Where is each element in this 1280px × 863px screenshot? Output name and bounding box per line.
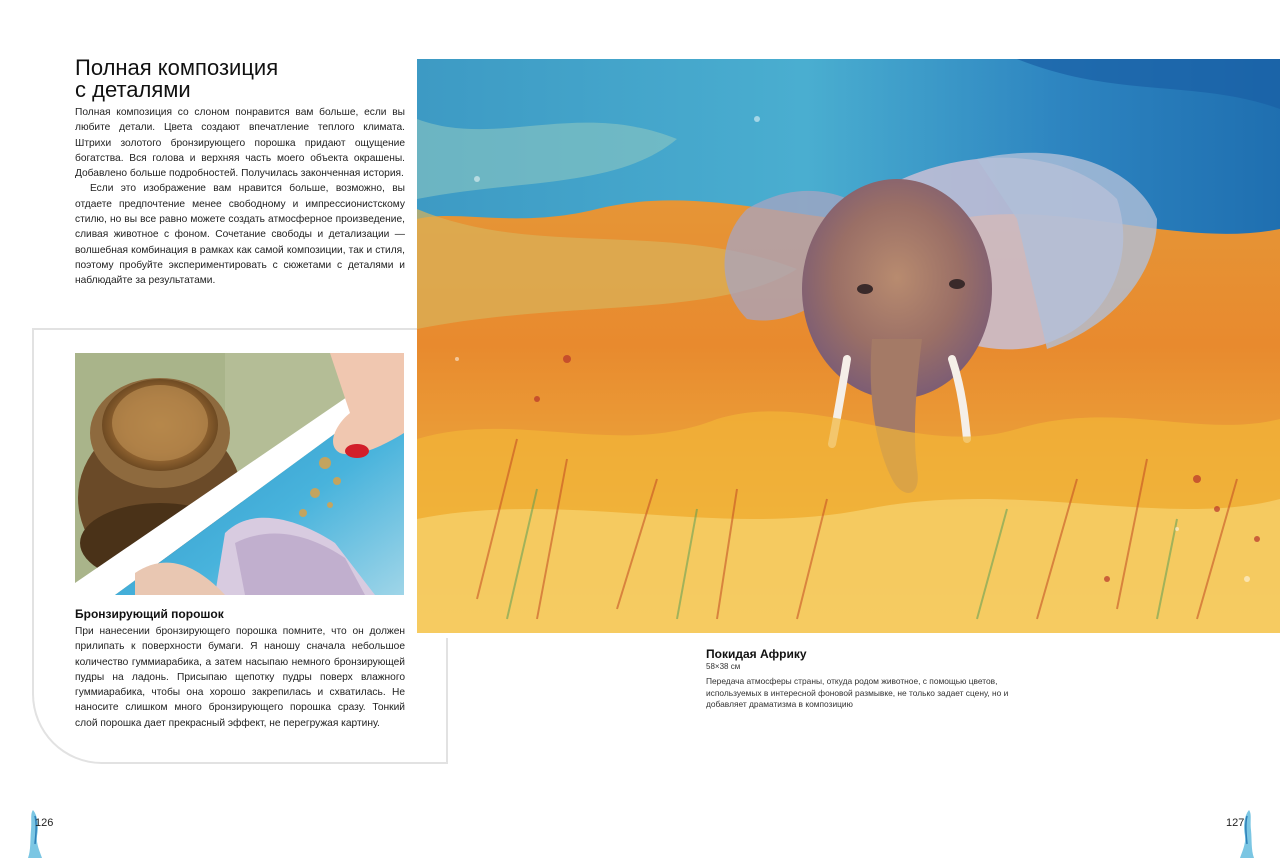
page-title xyxy=(75,57,405,101)
sidebar-frame-edge xyxy=(446,638,448,764)
page-number-left: 126 xyxy=(35,817,54,829)
intro-text xyxy=(75,105,405,289)
page-number-right: 127 xyxy=(1226,817,1245,829)
elephant-painting xyxy=(417,59,1280,633)
folio-ornament-left xyxy=(24,808,48,858)
intro-paragraph-1: Полная композиция со слоном понравится вам больше, если вы любите детали. Цвета создают впечатление теплого климата. Штрихи золотого бронзирующего порошка придают ощущение богатства. Вся голова и верхняя часть моего объекта окрашены. Добавлено больше подробностей. Получилась законченная история. xyxy=(75,107,405,180)
intro-paragraph-2: Если это изображение вам нравится больше, возможно, вы отдаете предпочтение менее свободному и импрессионистскому стилю, но вы все равно можете создать атмосферное произведение, сливая животное с фоном. Сочетание свободы и детализации — волшебная комбинация в рамках как самой композиции, так и стиля, поэтому пробуйте экспериментировать с сюжетами с деталями и наблюдайте за результатами. xyxy=(75,183,405,287)
title-line-1: Полная композиция xyxy=(75,55,279,80)
caption-size: 58×38 см xyxy=(706,662,741,671)
caption-title: Покидая Африку xyxy=(706,647,807,661)
sidebar-heading: Бронзирующий порошок xyxy=(75,607,224,621)
bronze-powder-photo xyxy=(75,353,404,595)
title-line-2: с деталями xyxy=(75,77,191,102)
caption-description: Передача атмосферы страны, откуда родом животное, с помощью цветов, используемых в интересной фоновой размывке, не только задает сцену, но и добавляет драматизма в композицию xyxy=(706,676,1009,709)
folio-ornament-right xyxy=(1236,808,1260,858)
sidebar-body: При нанесении бронзирующего порошка помните, что он должен прилипать к поверхности бумаги. Я наношу сначала небольшое количество гуммиарабика, а затем насыпаю немного бронзирующей пудры на ладонь. Присыпаю щепотку пудры поверх влажного гуммиарабика, чтобы она хорошо закрепилась и схватилась. Не наносите слишком много бронзирующего порошка сразу. Тонкий слой порошка дает прекрасный эффект, не перегружая картину. xyxy=(75,626,405,729)
